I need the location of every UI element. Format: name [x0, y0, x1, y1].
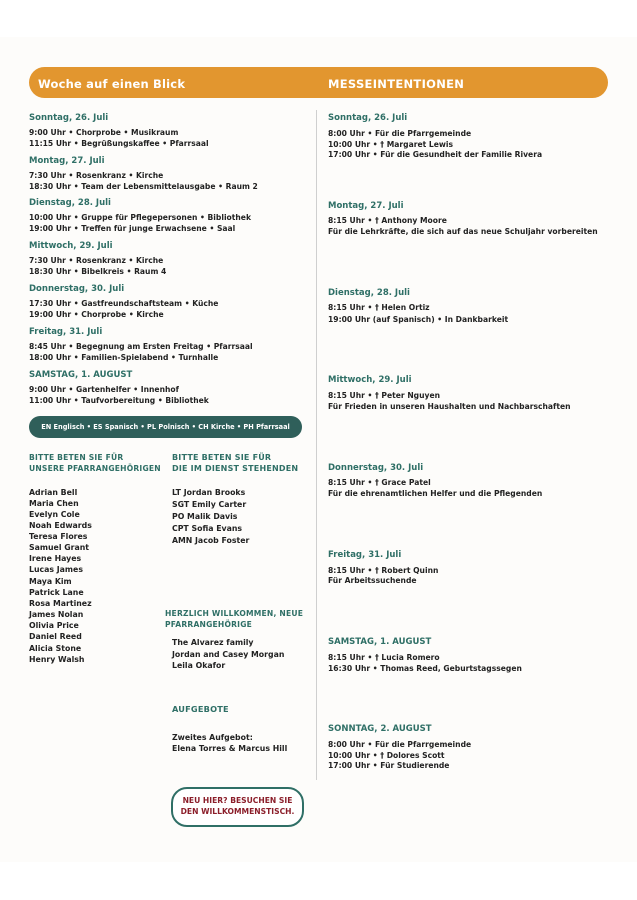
service-member-name: AMN Jacob Foster [172, 536, 250, 545]
week-event-line: 10:00 Uhr • Gruppe für Pflegepersonen • Bibliothek [29, 213, 252, 222]
parishioner-name: Rosa Martinez [29, 599, 92, 608]
parishioner-name: Patrick Lane [29, 588, 84, 597]
banns-couple: Elena Torres & Marcus Hill [172, 744, 288, 753]
parishioner-name: Maria Chen [29, 499, 79, 508]
mass-intentions-title: MESSEINTENTIONEN [328, 77, 465, 91]
week-event-line: 7:30 Uhr • Rosenkranz • Kirche [29, 171, 164, 180]
week-event-line: 19:00 Uhr • Treffen für junge Erwachsene • Saal [29, 224, 236, 233]
banns-heading: AUFGEBOTE [172, 704, 229, 714]
pray-parish-heading-line: BITTE BETEN SIE FÜR [29, 453, 124, 462]
intention-day-heading: Dienstag, 28. Juli [328, 288, 410, 298]
week-day-heading: Donnerstag, 30. Juli [29, 284, 125, 294]
intention-day-heading: Mittwoch, 29. Juli [328, 375, 412, 385]
intention-line: 10:00 Uhr • † Dolores Scott [328, 751, 445, 760]
intention-day-heading: Donnerstag, 30. Juli [328, 463, 424, 473]
week-event-line: 9:00 Uhr • Gartenhelfer • Innenhof [29, 385, 179, 394]
week-day-heading: Dienstag, 28. Juli [29, 198, 111, 208]
welcome-heading-line: PFARRANGEHÖRIGE [165, 619, 253, 629]
intention-day-heading: Sonntag, 26. Juli [328, 113, 408, 123]
intention-day-heading: Freitag, 31. Juli [328, 550, 402, 560]
week-event-line: 19:00 Uhr • Chorprobe • Kirche [29, 310, 164, 319]
welcome-table-button[interactable] [171, 787, 304, 827]
welcome-table-line: DEN WILLKOMMENSTISCH. [180, 806, 295, 816]
week-event-line: 9:00 Uhr • Chorprobe • Musikraum [29, 128, 179, 137]
service-member-name: SGT Emily Carter [172, 500, 247, 509]
welcome-heading-line: HERZLICH WILLKOMMEN, NEUE [165, 609, 304, 618]
pray-service-heading-line: DIE IM DIENST STEHENDEN [172, 463, 299, 473]
parishioner-name: James Nolan [29, 610, 84, 619]
week-event-line: 11:00 Uhr • Taufvorbereitung • Bibliothek [29, 396, 209, 405]
week-at-a-glance-title: Woche auf einen Blick [38, 77, 186, 91]
parishioner-name: Evelyn Cole [29, 510, 80, 519]
intention-line: 10:00 Uhr • † Margaret Lewis [328, 140, 453, 149]
welcome-table-line: NEU HIER? BESUCHEN SIE [182, 796, 293, 805]
pray-parish-heading-line: UNSERE PFARRANGEHÖRIGEN [29, 463, 161, 473]
intention-line: Für Arbeitssuchende [328, 576, 417, 585]
parishioner-name: Maya Kim [29, 577, 72, 586]
intention-day-heading: Montag, 27. Juli [328, 201, 404, 211]
welcome-heading [165, 609, 303, 630]
intention-line: 17:00 Uhr • Für die Gesundheit der Familie Rivera [328, 150, 543, 159]
intention-line: 8:00 Uhr • Für die Pfarrgemeinde [328, 129, 472, 138]
week-day-heading: Freitag, 31. Juli [29, 327, 103, 337]
week-event-line: 7:30 Uhr • Rosenkranz • Kirche [29, 256, 164, 265]
service-member-name: LT Jordan Brooks [172, 488, 246, 497]
language-legend: EN Englisch • ES Spanisch • PL Polnisch • CH Kirche • PH Pfarrsaal [29, 416, 302, 438]
intention-line: 17:00 Uhr • Für Studierende [328, 761, 450, 770]
intention-line: 8:15 Uhr • † Lucia Romero [328, 653, 440, 662]
week-event-line: 11:15 Uhr • Begrüßungskaffee • Pfarrsaal [29, 139, 209, 148]
intention-line: 16:30 Uhr • Thomas Reed, Geburtstagssegen [328, 664, 522, 673]
intention-line: 8:00 Uhr • Für die Pfarrgemeinde [328, 740, 472, 749]
service-member-name: CPT Sofia Evans [172, 524, 243, 533]
parishioner-name: Alicia Stone [29, 644, 82, 653]
intention-line: 19:00 Uhr (auf Spanisch) • In Dankbarkeit [328, 315, 509, 324]
week-event-line: 8:45 Uhr • Begegnung am Ersten Freitag • Pfarrsaal [29, 342, 253, 351]
week-event-line: 17:30 Uhr • Gastfreundschaftsteam • Küche [29, 299, 219, 308]
parishioner-name: Daniel Reed [29, 632, 82, 641]
parishioner-name: Noah Edwards [29, 521, 92, 530]
week-day-heading: Montag, 27. Juli [29, 156, 105, 166]
week-event-line: 18:30 Uhr • Bibelkreis • Raum 4 [29, 267, 167, 276]
week-day-heading: SAMSTAG, 1. AUGUST [29, 370, 133, 380]
pray-parish-heading [29, 453, 161, 474]
service-member-name: PO Malik Davis [172, 512, 238, 521]
intention-line: 8:15 Uhr • † Helen Ortiz [328, 303, 430, 312]
parishioner-name: Adrian Bell [29, 488, 78, 497]
column-divider [316, 110, 317, 780]
parishioner-name: Teresa Flores [29, 532, 88, 541]
intention-line: Für Frieden in unseren Haushalten und Nachbarschaften [328, 402, 571, 411]
pray-service-heading [172, 453, 298, 474]
intention-line: Für die ehrenamtlichen Helfer und die Pflegenden [328, 489, 543, 498]
new-parishioner-name: Jordan and Casey Morgan [172, 650, 285, 659]
week-event-line: 18:30 Uhr • Team der Lebensmittelausgabe • Raum 2 [29, 182, 258, 191]
parishioner-name: Olivia Price [29, 621, 79, 630]
intention-day-heading: SAMSTAG, 1. AUGUST [328, 637, 432, 647]
parishioner-name: Lucas James [29, 565, 83, 574]
intention-line: 8:15 Uhr • † Grace Patel [328, 478, 431, 487]
intention-line: Für die Lehrkräfte, die sich auf das neue Schuljahr vorbereiten [328, 227, 598, 236]
new-parishioner-name: Leila Okafor [172, 661, 226, 670]
parishioner-name: Samuel Grant [29, 543, 90, 552]
parishioner-name: Henry Walsh [29, 655, 85, 664]
intention-line: 8:15 Uhr • † Peter Nguyen [328, 391, 441, 400]
week-day-heading: Sonntag, 26. Juli [29, 113, 109, 123]
banns-line: Zweites Aufgebot: [172, 733, 253, 742]
intention-line: 8:15 Uhr • † Anthony Moore [328, 216, 447, 225]
pray-service-heading-line: BITTE BETEN SIE FÜR [172, 453, 272, 462]
week-event-line: 18:00 Uhr • Familien-Spielabend • Turnhalle [29, 353, 219, 362]
intention-day-heading: SONNTAG, 2. AUGUST [328, 724, 432, 734]
new-parishioner-name: The Alvarez family [172, 638, 254, 647]
parishioner-name: Irene Hayes [29, 554, 82, 563]
intention-line: 8:15 Uhr • † Robert Quinn [328, 566, 439, 575]
week-day-heading: Mittwoch, 29. Juli [29, 241, 113, 251]
